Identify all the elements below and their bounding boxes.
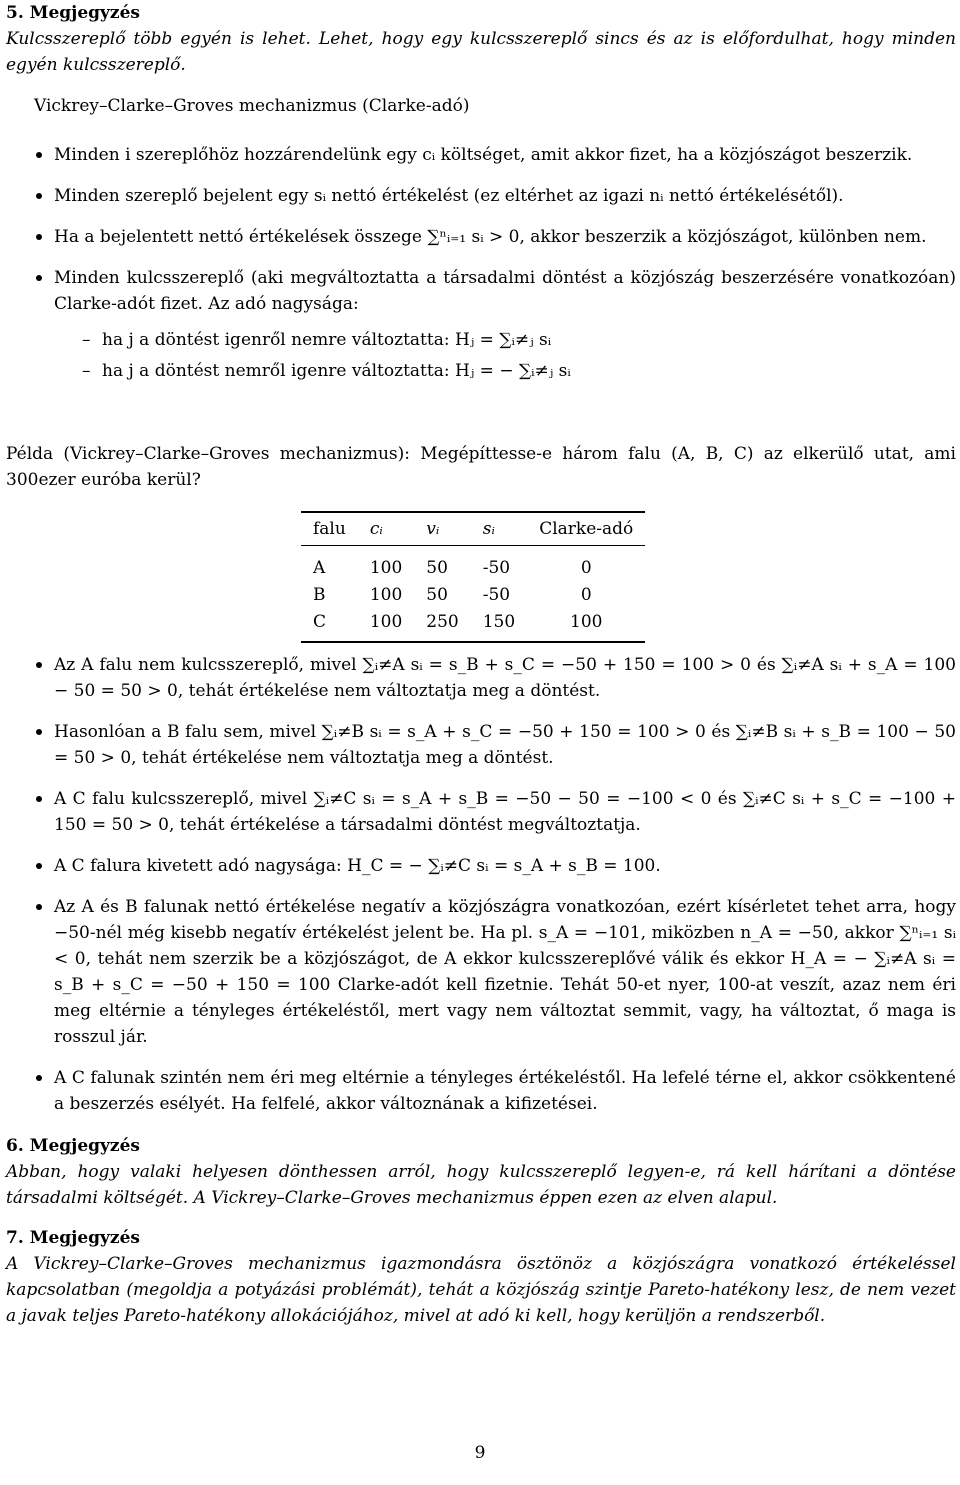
note-6-text: Abban, hogy valaki helyesen dönthessen arról, hogy kulcsszereplő legyen-e, rá kell hárítani a döntése társadalmi költségét. A Vickrey–Clarke–Groves mechanizmus éppen ezen az elven alapul. — [6, 1162, 956, 1208]
rules-list — [6, 142, 956, 384]
note-6 — [6, 1133, 956, 1211]
table-cell: 50 — [426, 557, 448, 578]
vcg-table-container — [301, 511, 645, 643]
note-7-text: A Vickrey–Clarke–Groves mechanizmus igazmondásra ösztönöz a közjószágra vonatkozó értékeléssel kapcsolatban (megoldja a potyázási problémát), tehát a közjószág szintje Pareto-hatékony lesz, de nem vezet a javak teljes Pareto-hatékony allokációjához, mivel at adó ki kell, hogy kerüljön a rendszerből. — [6, 1254, 956, 1326]
table-header: falu — [313, 519, 346, 539]
rule-item: Minden szereplő bejelent egy sᵢ nettó értékelést (ez eltérhet az igazi nᵢ nettó értékelésétől). — [6, 183, 956, 209]
note-7-heading: 7. Megjegyzés — [6, 1228, 140, 1248]
note-5-heading: 5. Megjegyzés — [6, 3, 140, 23]
table-header: cᵢ — [369, 519, 383, 539]
table-cell: 150 — [482, 611, 516, 632]
page-number: 9 — [474, 1443, 486, 1463]
analysis-item: Az A és B falunak nettó értékelése negatív a közjószágra vonatkozóan, ezért kísérletet tehet arra, hogy −50-nél még kisebb negatív értékelést jelent be. Ha pl. s_A = −101, miközben n_A = −50, akkor ∑ⁿᵢ₌₁ sᵢ < 0, tehát nem szerzik be a közjószágot, de A ekkor kulcsszereplővé válik és ekkor H_A = − ∑ᵢ≠A sᵢ = s_B + s_C = −50 + 150 = 100 Clarke-adót kell fizetnie. Tehát 50-et nyer, 100-at veszít, azaz nem éri meg eltérnie a tényleges értékeléstől, mert vagy nem változtat semmit, vagy, ha változtat, ő maga is rosszul jár. — [6, 894, 956, 1050]
analysis-list — [6, 652, 956, 1117]
table-cell: 50 — [426, 584, 448, 605]
table-cell: A — [313, 557, 326, 578]
table-row — [301, 581, 645, 608]
table-cell: 250 — [426, 611, 459, 632]
table-cell: B — [313, 584, 326, 605]
table-cell: 100 — [369, 584, 403, 605]
vcg-table — [301, 511, 645, 643]
tax-case-item: – ha j a döntést igenről nemre változtatta: Hⱼ = ∑ᵢ≠ⱼ sᵢ — [6, 327, 956, 353]
table-cell: C — [313, 611, 327, 632]
table-cell: 100 — [369, 611, 403, 632]
table-header: Clarke-adó — [539, 519, 634, 539]
table-header: sᵢ — [482, 519, 495, 539]
table-cell: 0 — [580, 584, 592, 605]
note-6-heading: 6. Megjegyzés — [6, 1136, 140, 1156]
analysis-item: A C falunak szintén nem éri meg eltérnie a tényleges értékeléstől. Ha lefelé térne el, akkor csökkentené a beszerzés esélyét. Ha felfelé, akkor változnának a kifizetései. — [6, 1065, 956, 1117]
note-7 — [6, 1225, 956, 1329]
rule-item: Minden kulcsszereplő (aki megváltoztatta a társadalmi döntést a közjószág beszerzésére vonatkozóan) Clarke-adót fizet. Az adó nagysága: — [6, 265, 956, 317]
analysis-item: A C falura kivetett adó nagysága: H_C = − ∑ᵢ≠C sᵢ = s_A + s_B = 100. — [6, 853, 956, 879]
table-cell: -50 — [482, 584, 511, 605]
vcg-intro: Vickrey–Clarke–Groves mechanizmus (Clarke-adó) — [34, 96, 470, 116]
table-row — [301, 608, 645, 642]
analysis-item: Az A falu nem kulcsszereplő, mivel ∑ᵢ≠A sᵢ = s_B + s_C = −50 + 150 = 100 > 0 és ∑ᵢ≠A sᵢ + s_A = 100 − 50 = 50 > 0, tehát értékelése nem változtatja meg a döntést. — [6, 652, 956, 704]
note-5 — [6, 0, 956, 78]
tax-case-item: – ha j a döntést nemről igenre változtatta: Hⱼ = − ∑ᵢ≠ⱼ sᵢ — [6, 358, 956, 384]
table-cell: 0 — [580, 557, 592, 578]
table-cell: -50 — [482, 557, 511, 578]
table-cell: 100 — [570, 611, 603, 632]
note-5-text: Kulcsszereplő több egyén is lehet. Lehet, hogy egy kulcsszereplő sincs és az is előfordulhat, hogy minden egyén kulcsszereplő. — [6, 29, 956, 75]
table-header-row — [301, 512, 645, 546]
analysis-item: Hasonlóan a B falu sem, mivel ∑ᵢ≠B sᵢ = s_A + s_C = −50 + 150 = 100 > 0 és ∑ᵢ≠B sᵢ + s_B = 100 − 50 = 50 > 0, tehát értékelése nem változtatja meg a döntést. — [6, 719, 956, 771]
table-row — [301, 546, 645, 582]
rule-item: Ha a bejelentett nettó értékelések összege ∑ⁿᵢ₌₁ sᵢ > 0, akkor beszerzik a közjószágot, különben nem. — [6, 224, 956, 250]
rule-item: Minden i szereplőhöz hozzárendelünk egy cᵢ költséget, amit akkor fizet, ha a közjószágot beszerzik. — [6, 142, 956, 168]
table-header: vᵢ — [426, 519, 440, 539]
table-cell: 100 — [369, 557, 403, 578]
example-intro: Példa (Vickrey–Clarke–Groves mechanizmus): Megépíttesse-e három falu (A, B, C) az elkerülő utat, ami 300ezer euróba kerül? — [6, 444, 956, 490]
analysis-item: A C falu kulcsszereplő, mivel ∑ᵢ≠C sᵢ = s_A + s_B = −50 − 50 = −100 < 0 és ∑ᵢ≠C sᵢ + s_C = −100 + 150 = 50 > 0, tehát értékelése a társadalmi döntést megváltoztatja. — [6, 786, 956, 838]
